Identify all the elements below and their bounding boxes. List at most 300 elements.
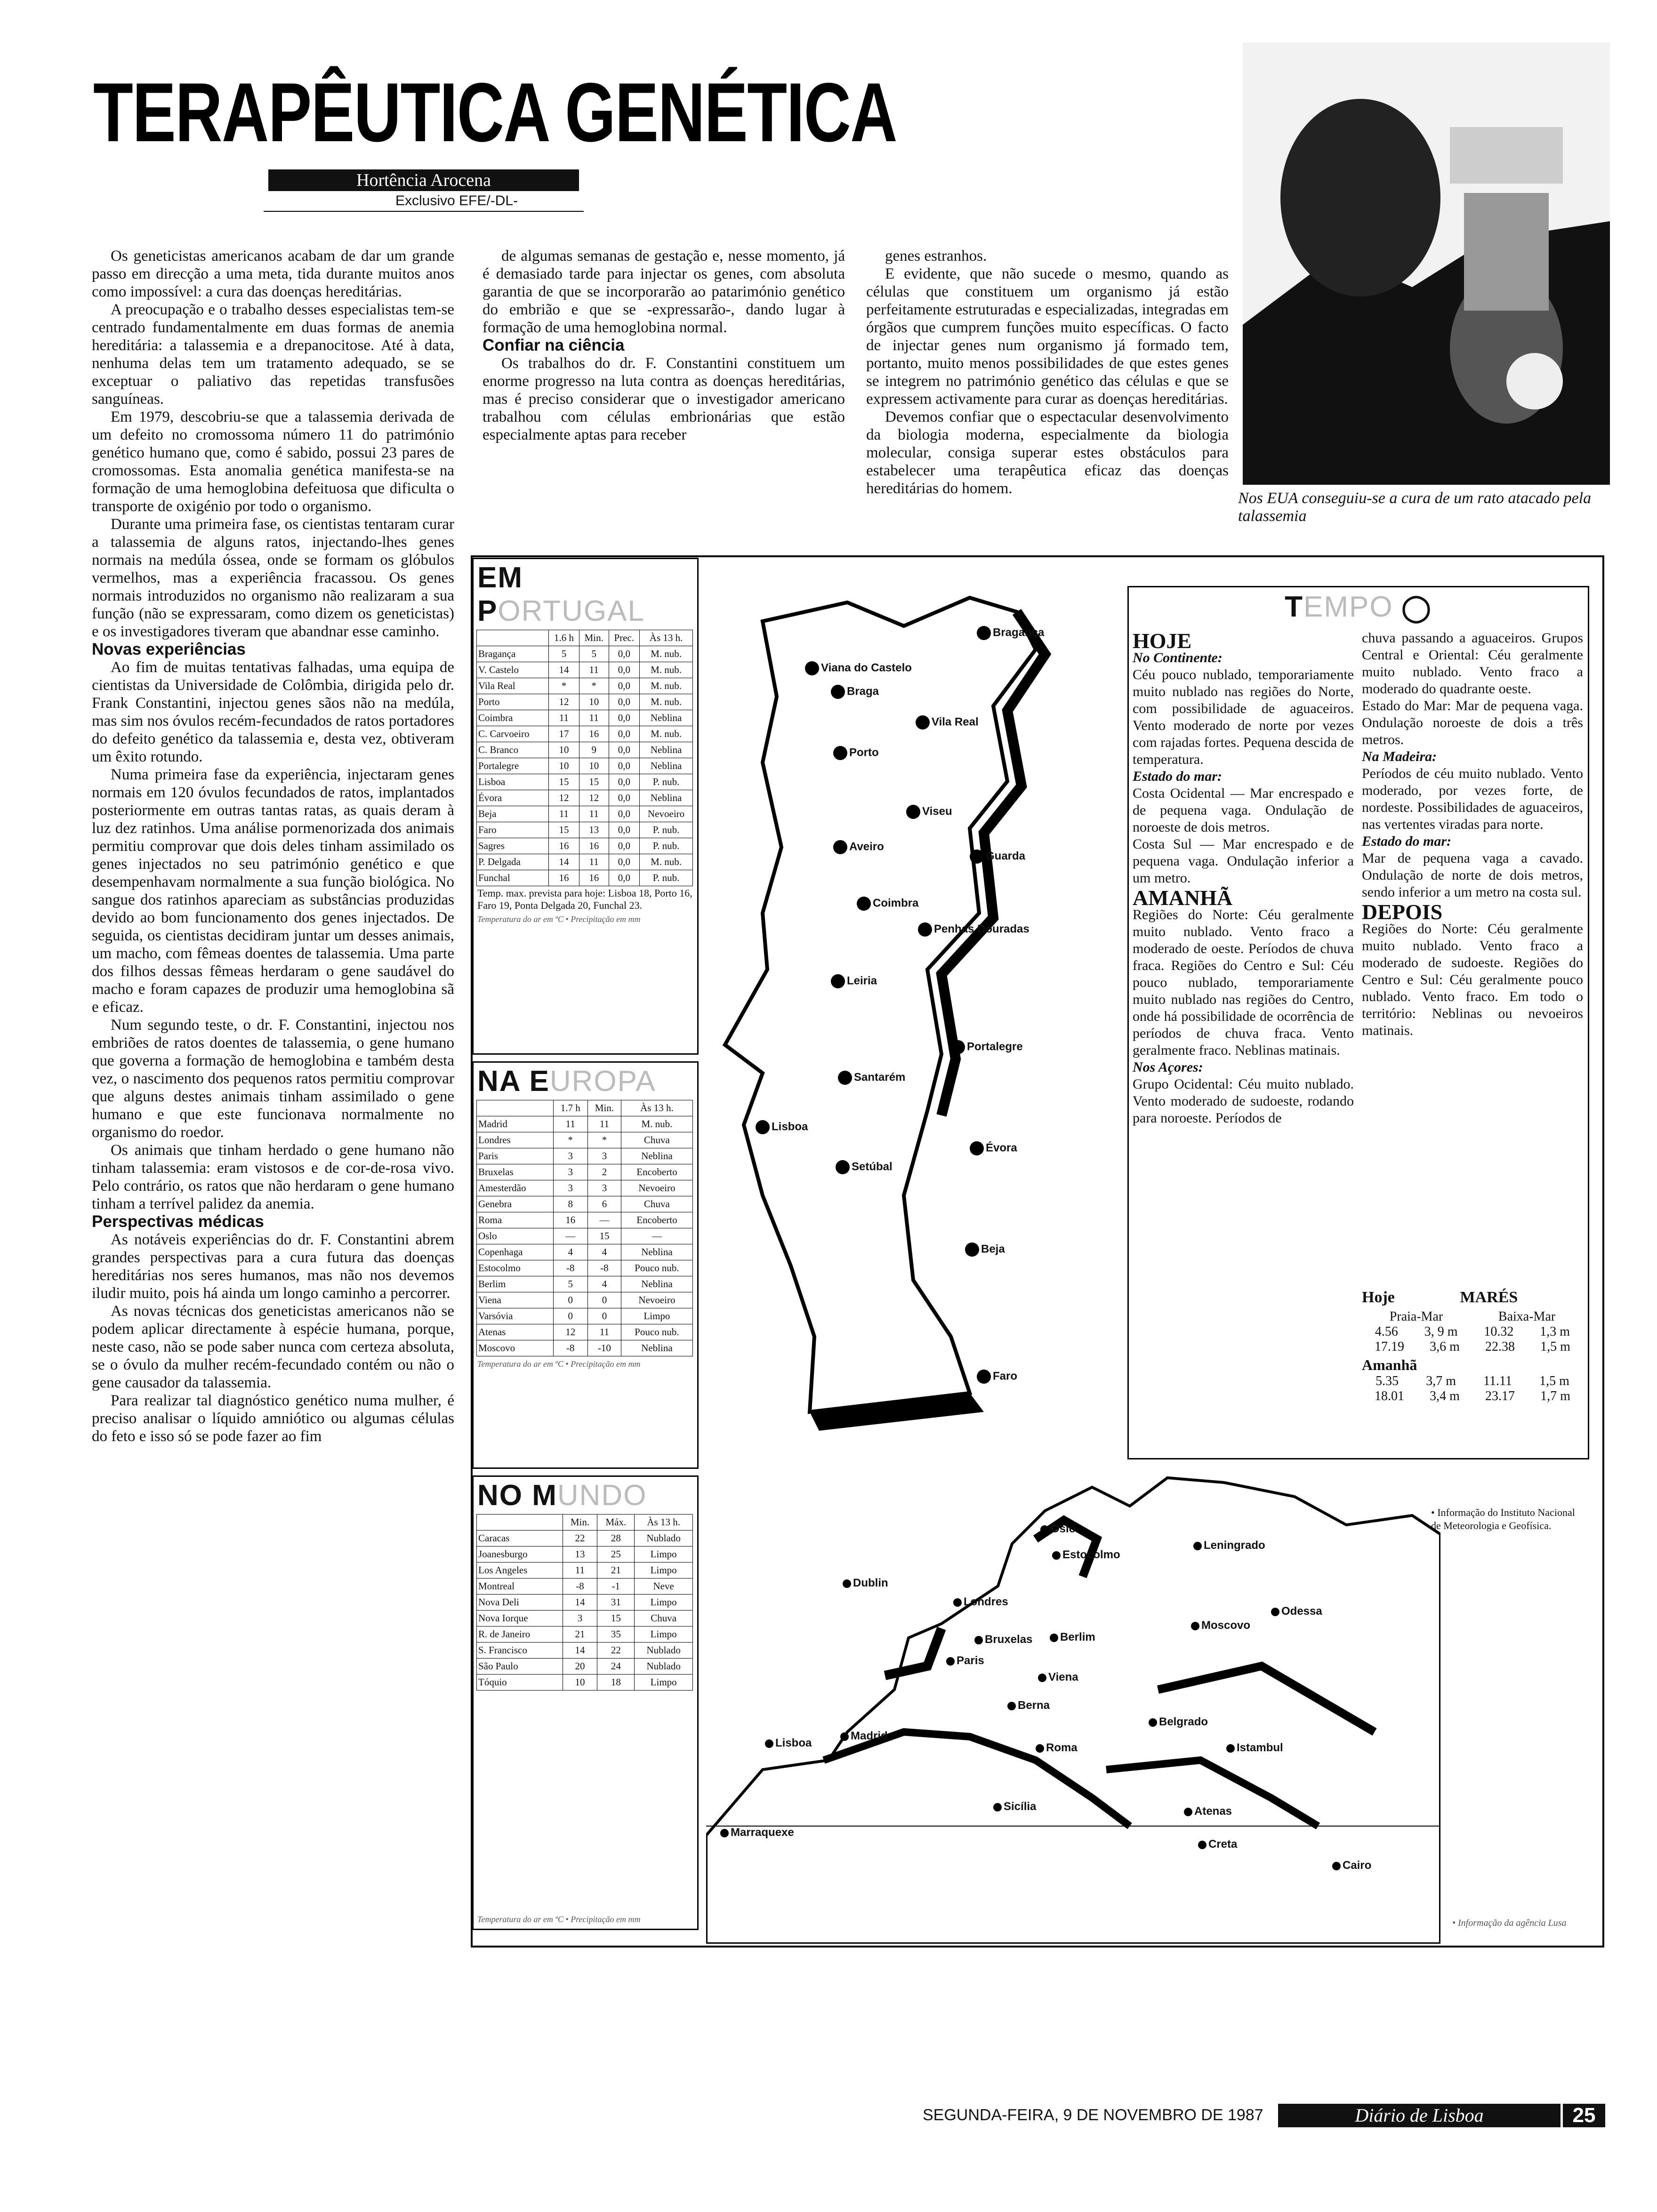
tide-row xyxy=(1362,1374,1583,1389)
table-cell: Lisboa xyxy=(477,774,549,790)
table-row xyxy=(477,838,693,854)
tide-row xyxy=(1362,1324,1583,1339)
paragraph: Num segundo teste, o dr. F. Constantini, injectou nos embriões de ratos doentes de talassemia, o gene humano que governa a formação de hemoglobina e também desta vez, o nascimento dos pequenos ratos permitiu comprovar que alguns destes animais tinham assimilado o gene humano e que este funcionava normalmente no organismo do roedor. xyxy=(92,1017,454,1141)
table-cell: Amesterdão xyxy=(477,1180,554,1196)
table-cell: 16 xyxy=(579,838,609,854)
page-number: 25 xyxy=(1563,2104,1605,2127)
table-cell: * xyxy=(588,1132,621,1148)
city-dot-icon xyxy=(953,1598,962,1607)
forecast-text: Estado do mar: xyxy=(1362,834,1452,849)
table-cell: R. de Janeiro xyxy=(477,1627,563,1643)
praia-mar-label: Praia-Mar xyxy=(1389,1309,1443,1324)
map-city-label: Paris xyxy=(946,1654,984,1667)
article-photo xyxy=(1243,42,1610,485)
tide-value: 1,7 m xyxy=(1540,1389,1570,1403)
paragraph: Durante uma primeira fase, os cientistas tentaram curar a talassemia de alguns ratos, injectando-lhes genes normais na medúla óssea, onde se formam os glóbulos vermelhos, mas a experiência fracassou. Os genes normais introduzidos no organismo não realizaram a sua função (não se expressaram, como dizem os geneticistas) e os investigadores tiveram que abandnar esse caminho. xyxy=(92,516,454,640)
table-cell: 5 xyxy=(548,646,579,662)
table-header: Às 13 h. xyxy=(621,1100,692,1116)
tide-value: 22.38 xyxy=(1485,1339,1515,1354)
table-cell: Limpo xyxy=(621,1308,692,1324)
table-cell: 10 xyxy=(579,758,609,774)
table-row xyxy=(477,710,693,726)
source-credit: Exclusivo EFE/-DL- xyxy=(395,193,518,208)
map-city-label: Madrid xyxy=(840,1730,888,1743)
photo-caption: Nos EUA conseguiu-se a cura de um rato atacado pela talassemia xyxy=(1238,489,1592,525)
table-cell: 14 xyxy=(548,854,579,870)
mundo-weather-box xyxy=(472,1475,699,1930)
table-cell: P. nub. xyxy=(640,822,693,838)
table-cell: 4 xyxy=(553,1244,587,1260)
table-cell: Nevoeiro xyxy=(640,806,693,822)
table-cell: M. nub. xyxy=(640,854,693,870)
subheading-confiar: Confiar na ciência xyxy=(483,336,625,354)
paragraph: Os geneticistas americanos acabam de dar um grande passo em direcção a uma meta, tida durante muitos anos como impossível: a cura das doenças hereditárias. xyxy=(92,248,454,300)
table-cell: São Paulo xyxy=(477,1659,563,1675)
tide-value: 3,4 m xyxy=(1430,1389,1460,1403)
table-cell: Encoberto xyxy=(621,1164,692,1180)
table-cell: 0,0 xyxy=(609,710,640,726)
table-cell: M. nub. xyxy=(640,662,693,678)
table-cell: 12 xyxy=(579,790,609,806)
table-cell: 8 xyxy=(553,1196,587,1212)
table-cell: 6 xyxy=(588,1196,621,1212)
table-cell: Montreal xyxy=(477,1579,563,1595)
tempo-title-ghost: EMPO xyxy=(1303,591,1393,623)
table-cell: 3 xyxy=(553,1164,587,1180)
tide-value: 1,3 m xyxy=(1540,1324,1570,1339)
table-cell: 16 xyxy=(579,870,609,886)
table-header xyxy=(477,1100,554,1116)
map-city-label: Cairo xyxy=(1332,1859,1371,1872)
map-city-label: Istambul xyxy=(1226,1741,1283,1755)
table-cell: 24 xyxy=(597,1659,635,1675)
table-cell: Coimbra xyxy=(477,710,549,726)
city-dot-icon xyxy=(1040,1525,1049,1534)
city-dot-icon xyxy=(977,626,991,640)
table-cell: Neblina xyxy=(640,742,693,758)
table-row xyxy=(477,1531,693,1547)
paragraph: de algumas semanas de gestação e, nesse momento, já é demasiado tarde para injectar os genes, com absoluta garantia de que se incorporarão ao patarimónio genético do embrião e que se -expressarão-, dando lugar à formação de uma hemoglobina normal. xyxy=(483,248,845,336)
table-cell: Pouco nub. xyxy=(621,1260,692,1276)
city-dot-icon xyxy=(833,840,847,854)
table-header: Prec. xyxy=(609,630,640,646)
tide-value: 17.19 xyxy=(1375,1339,1405,1354)
table-cell: Genebra xyxy=(477,1196,554,1212)
table-cell: Neblina xyxy=(621,1244,692,1260)
city-dot-icon xyxy=(977,1370,991,1384)
city-dot-icon xyxy=(916,715,930,729)
paragraph: As novas técnicas dos geneticistas americanos não se podem aplicar directamente à espécie humana, porque, neste caso, não se pode saber nunca com certeza absoluta, se o óvulo da mulher recém-fecundado contém ou não o gene causador da talassemia. xyxy=(92,1303,454,1391)
table-cell: 4 xyxy=(588,1276,621,1292)
table-row xyxy=(477,662,693,678)
city-dot-icon xyxy=(805,661,819,675)
map-credit: • Informação da agência Lusa xyxy=(1452,1918,1567,1928)
tide-row xyxy=(1362,1339,1583,1354)
table-cell: Roma xyxy=(477,1212,554,1228)
table-cell: Atenas xyxy=(477,1324,554,1340)
table-cell: C. Carvoeiro xyxy=(477,726,549,742)
table-cell: Neblina xyxy=(640,710,693,726)
city-dot-icon xyxy=(970,850,984,864)
city-dot-icon xyxy=(946,1657,955,1666)
mundo-title-ghost: UNDO xyxy=(557,1479,647,1512)
table-row xyxy=(477,678,693,694)
table-header: Máx. xyxy=(597,1515,635,1531)
map-city-label: Évora xyxy=(970,1141,1017,1155)
table-cell: 9 xyxy=(579,742,609,758)
map-city-label: Leningrado xyxy=(1193,1539,1265,1552)
forecast-text: chuva passando a aguaceiros. Grupos Central e Oriental: Céu geralmente muito nublado. Vento fraco a moderado do quadrante oeste. xyxy=(1362,630,1583,697)
city-dot-icon xyxy=(1050,1634,1058,1642)
map-city-label: Aveiro xyxy=(833,840,884,854)
city-dot-icon xyxy=(1198,1841,1207,1849)
map-city-label: Lisboa xyxy=(765,1737,812,1750)
table-row xyxy=(477,1116,693,1132)
city-dot-icon xyxy=(836,1160,850,1174)
paragraph: Para realizar tal diagnóstico genético numa mulher, é preciso analisar o líquido amniótico ou algumas células do feto e isso só se pode fazer ao fim xyxy=(92,1392,454,1445)
table-cell: 3 xyxy=(588,1180,621,1196)
table-row xyxy=(477,1675,693,1691)
table-cell: Portalegre xyxy=(477,758,549,774)
table-cell: * xyxy=(579,678,609,694)
table-cell: Estocolmo xyxy=(477,1260,554,1276)
table-cell: 18 xyxy=(597,1675,635,1691)
table-cell: P. Delgada xyxy=(477,854,549,870)
table-row xyxy=(477,1276,693,1292)
map-city-label: Odessa xyxy=(1271,1605,1322,1618)
table-cell: Pouco nub. xyxy=(621,1324,692,1340)
table-cell: 21 xyxy=(597,1563,635,1579)
table-cell: Neblina xyxy=(640,790,693,806)
map-city-label: Viena xyxy=(1038,1671,1078,1684)
europa-title: NA E xyxy=(477,1065,550,1098)
europa-weather-box xyxy=(472,1061,699,1469)
table-cell: 14 xyxy=(548,662,579,678)
table-cell: 17 xyxy=(548,726,579,742)
table-cell: -8 xyxy=(588,1260,621,1276)
table-cell: 11 xyxy=(579,806,609,822)
table-cell: P. nub. xyxy=(640,870,693,886)
table-cell: Nublado xyxy=(635,1643,693,1659)
table-cell: 11 xyxy=(548,710,579,726)
table-row xyxy=(477,1148,693,1164)
table-cell: Évora xyxy=(477,790,549,806)
table-cell: -8 xyxy=(553,1260,587,1276)
table-cell: Nevoeiro xyxy=(621,1292,692,1308)
tide-value: 3,7 m xyxy=(1426,1374,1456,1388)
paragraph: Ao fim de muitas tentativas falhadas, uma equipa de cientistas da Universidade de Colômbia, dirigida pelo dr. Frank Constantini, injectou genes sãos não na medúla, mas sim nos óvulos recém-fecundados de ratos portadores do defeito genético da talassemia e, desta vez, obtiveram um êxito rotundo. xyxy=(92,659,454,765)
table-cell: 15 xyxy=(597,1611,635,1627)
table-cell: Moscovo xyxy=(477,1340,554,1356)
city-dot-icon xyxy=(765,1739,773,1748)
table-cell: Neve xyxy=(635,1579,693,1595)
table-cell: 0,0 xyxy=(609,694,640,710)
portugal-note: Temperatura do ar em ºC • Precipitação em mm xyxy=(477,914,641,924)
table-row xyxy=(477,1212,693,1228)
table-row xyxy=(477,742,693,758)
table-cell: Bragança xyxy=(477,646,549,662)
city-dot-icon xyxy=(918,922,932,937)
tide-value: 3,6 m xyxy=(1430,1339,1460,1354)
table-row xyxy=(477,774,693,790)
table-cell: S. Francisco xyxy=(477,1643,563,1659)
table-cell: Caracas xyxy=(477,1531,563,1547)
table-cell: 3 xyxy=(563,1611,597,1627)
byline-rule xyxy=(264,211,584,212)
table-cell: 3 xyxy=(553,1148,587,1164)
table-cell: Limpo xyxy=(635,1547,693,1563)
table-row xyxy=(477,790,693,806)
table-row xyxy=(477,870,693,886)
map-city-label: Bragança xyxy=(977,626,1044,640)
table-cell: 3 xyxy=(588,1148,621,1164)
table-cell: Neblina xyxy=(640,758,693,774)
table-cell: Berlim xyxy=(477,1276,554,1292)
table-row xyxy=(477,1180,693,1196)
map-city-label: Penhas Douradas xyxy=(918,922,1030,937)
table-row xyxy=(477,1659,693,1675)
table-cell: 2 xyxy=(588,1164,621,1180)
table-cell: M. nub. xyxy=(640,726,693,742)
tide-value: 23.17 xyxy=(1485,1389,1515,1403)
table-cell: 0 xyxy=(588,1292,621,1308)
forecast-text: Céu pouco nublado, temporariamente muito nublado nas regiões do Norte, com possibilidade de aguaceiros. Vento moderado de norte por vezes com rajadas fortes. Pequena descida de temperatura. xyxy=(1133,667,1354,767)
subheading-novas: Novas experiências xyxy=(92,640,246,658)
tide-value: 18.01 xyxy=(1375,1389,1405,1403)
portugal-title-ghost: ORTUGAL xyxy=(498,595,645,627)
table-cell: 15 xyxy=(548,774,579,790)
table-header: Às 13 h. xyxy=(640,630,693,646)
forecast-text: Na Madeira: xyxy=(1362,749,1437,764)
table-cell: Sagres xyxy=(477,838,549,854)
table-row xyxy=(477,1547,693,1563)
table-row xyxy=(477,694,693,710)
city-dot-icon xyxy=(1332,1862,1341,1870)
table-cell: Limpo xyxy=(635,1595,693,1611)
table-cell: M. nub. xyxy=(640,646,693,662)
sun-icon: ◯ xyxy=(1393,593,1432,622)
table-row xyxy=(477,726,693,742)
mundo-note: Temperatura do ar em ºC • Precipitação em mm xyxy=(477,1915,641,1924)
table-cell: Nova Deli xyxy=(477,1595,563,1611)
city-dot-icon xyxy=(840,1732,849,1741)
table-cell: M. nub. xyxy=(640,678,693,694)
table-cell: -1 xyxy=(597,1579,635,1595)
table-cell: M. nub. xyxy=(621,1116,692,1132)
table-row xyxy=(477,1643,693,1659)
table-cell: 0,0 xyxy=(609,678,640,694)
tempo-box xyxy=(1127,586,1589,1459)
table-cell: 16 xyxy=(553,1212,587,1228)
table-header: Min. xyxy=(579,630,609,646)
table-row xyxy=(477,854,693,870)
map-city-label: Belgrado xyxy=(1149,1715,1208,1729)
table-cell: 0,0 xyxy=(609,838,640,854)
table-row xyxy=(477,1132,693,1148)
map-city-label: Londres xyxy=(953,1595,1008,1609)
city-dot-icon xyxy=(831,685,845,699)
table-row xyxy=(477,1595,693,1611)
table-cell: 15 xyxy=(548,822,579,838)
paragraph: A preocupação e o trabalho desses especialistas tem-se centrado fundamentalmente em duas formas de anemia hereditária: a talassemia e a drepanocitose. Até à data, nenhuma delas tem um tratamento adequado, se se exceptuar o paliativo das repetidas transfusões sanguíneas. xyxy=(92,301,454,408)
map-city-label: Viana do Castelo xyxy=(805,661,912,675)
table-cell: 14 xyxy=(563,1595,597,1611)
table-cell: 5 xyxy=(579,646,609,662)
table-cell: 0,0 xyxy=(609,758,640,774)
tempo-right-column xyxy=(1362,630,1583,1039)
table-header xyxy=(477,630,549,646)
city-dot-icon xyxy=(1193,1542,1202,1550)
europa-title-ghost: UROPA xyxy=(549,1065,656,1098)
table-cell: 11 xyxy=(588,1324,621,1340)
table-header: Às 13 h. xyxy=(635,1515,693,1531)
paragraph: Os trabalhos do dr. F. Constantini constituem um enorme progresso na luta contra as doenças hereditárias, mas é preciso considerar que o investigador americano trabalhou com células embrionárias que estão especialmente aptas para receber xyxy=(483,355,845,443)
forecast-text: Estado do mar: xyxy=(1133,769,1223,784)
table-cell: 15 xyxy=(588,1228,621,1244)
table-cell: Nevoeiro xyxy=(621,1180,692,1196)
table-cell: 5 xyxy=(553,1276,587,1292)
forecast-text: Regiões do Norte: Céu geralmente muito nublado. Vento fraco a moderado de sudoeste. Regiões do Centro e Sul: Céu geralmente pouco nublado. Vento fraco. Em todo o território: Neblinas ou nevoeiros matinais. xyxy=(1362,921,1583,1038)
table-cell: 16 xyxy=(548,838,579,854)
table-cell: 20 xyxy=(563,1659,597,1675)
table-cell: Chuva xyxy=(635,1611,693,1627)
table-cell: 11 xyxy=(553,1116,587,1132)
table-cell: 15 xyxy=(579,774,609,790)
article-column-1 xyxy=(92,247,454,1445)
table-cell: Funchal xyxy=(477,870,549,886)
paragraph: Devemos confiar que o espectacular desenvolvimento da biologia moderna, especialmente da biologia molecular, consiga superar estes obstáculos para estabelecer uma terapêutica eficaz das doenças hereditárias do homem. xyxy=(866,409,1229,497)
tide-value: 4.56 xyxy=(1375,1324,1398,1339)
city-dot-icon xyxy=(1052,1551,1061,1560)
mares-amanha-label: Amanhã xyxy=(1362,1356,1417,1373)
table-header: 1.7 h xyxy=(553,1100,587,1116)
map-city-label: Coimbra xyxy=(857,897,918,911)
table-cell: V. Castelo xyxy=(477,662,549,678)
table-cell: Bruxelas xyxy=(477,1164,554,1180)
city-dot-icon xyxy=(1149,1718,1157,1727)
table-cell: Limpo xyxy=(635,1675,693,1691)
city-dot-icon xyxy=(1271,1608,1279,1616)
headline: TERAPÊUTICA GENÉTICA xyxy=(93,65,897,159)
map-city-label: Porto xyxy=(833,746,879,760)
table-row xyxy=(477,758,693,774)
mares-title: MARÉS xyxy=(1460,1289,1518,1306)
tempo-left-column xyxy=(1133,630,1354,1127)
table-cell: 10 xyxy=(548,742,579,758)
portugal-forecast: Temp. max. prevista para hoje: Lisboa 18, Porto 16, Faro 19, Ponta Delgada 20, Funchal 23. xyxy=(477,887,692,911)
table-row xyxy=(477,1292,693,1308)
city-dot-icon xyxy=(1226,1744,1235,1753)
table-cell: Los Angeles xyxy=(477,1563,563,1579)
table-cell: 0,0 xyxy=(609,790,640,806)
table-row xyxy=(477,1260,693,1276)
table-cell: 22 xyxy=(597,1643,635,1659)
city-dot-icon xyxy=(906,805,920,819)
table-cell: 12 xyxy=(553,1324,587,1340)
table-cell: Faro xyxy=(477,822,549,838)
europa-table xyxy=(476,1100,693,1356)
tide-value: 11.11 xyxy=(1483,1374,1512,1388)
forecast-text: HOJE xyxy=(1133,629,1192,653)
map-city-label: Sicília xyxy=(993,1800,1036,1813)
mundo-title: NO M xyxy=(477,1479,557,1512)
table-cell: Porto xyxy=(477,694,549,710)
tide-value: 10.32 xyxy=(1484,1324,1514,1339)
table-cell: Limpo xyxy=(635,1563,693,1579)
table-cell: Vila Real xyxy=(477,678,549,694)
table-cell: Oslo xyxy=(477,1228,554,1244)
forecast-text: Nos Açores: xyxy=(1133,1059,1203,1075)
table-cell: P. nub. xyxy=(640,774,693,790)
map-city-label: Roma xyxy=(1036,1741,1078,1755)
footer-date: SEGUNDA-FEIRA, 9 DE NOVEMBRO DE 1987 xyxy=(923,2106,1263,2124)
table-cell: 0,0 xyxy=(609,822,640,838)
forecast-text: Estado do Mar: Mar de pequena vaga. Ondulação noroeste de dois a três metros. xyxy=(1362,698,1583,747)
table-cell: 0,0 xyxy=(609,646,640,662)
table-cell: -8 xyxy=(563,1579,597,1595)
table-cell: Joanesburgo xyxy=(477,1547,563,1563)
table-row xyxy=(477,1244,693,1260)
table-cell: 11 xyxy=(579,662,609,678)
city-dot-icon xyxy=(970,1141,984,1155)
table-cell: 13 xyxy=(563,1547,597,1563)
table-cell: 12 xyxy=(548,694,579,710)
table-cell: 3 xyxy=(553,1180,587,1196)
table-cell: 11 xyxy=(579,710,609,726)
table-cell: 21 xyxy=(563,1627,597,1643)
table-cell: * xyxy=(553,1132,587,1148)
map-city-label: Bruxelas xyxy=(974,1633,1032,1646)
table-cell: Varsóvia xyxy=(477,1308,554,1324)
city-dot-icon xyxy=(993,1803,1002,1811)
city-dot-icon xyxy=(1184,1808,1192,1816)
table-cell: -10 xyxy=(588,1340,621,1356)
table-cell: Encoberto xyxy=(621,1212,692,1228)
map-city-label: Atenas xyxy=(1184,1805,1232,1818)
paragraph: genes estranhos. xyxy=(885,248,987,264)
map-city-label: Portalegre xyxy=(951,1040,1023,1054)
map-city-label: Beja xyxy=(965,1242,1005,1257)
forecast-text: No Continente: xyxy=(1133,650,1223,665)
table-cell: 0,0 xyxy=(609,662,640,678)
mares-hoje-label: Hoje xyxy=(1362,1289,1395,1306)
subheading-perspectivas: Perspectivas médicas xyxy=(92,1212,264,1231)
table-cell: Madrid xyxy=(477,1116,554,1132)
city-dot-icon xyxy=(1007,1702,1016,1710)
paragraph: Os animais que tinham herdado o gene humano não tinham talassemia: eram vistosos e de cor-de-rosa vivo. Pelo contrário, os ratos que não herdaram o gene humano tinham a terrível palidez da anemia. xyxy=(92,1142,454,1212)
map-city-label: Lisboa xyxy=(756,1120,808,1134)
tide-value: 1,5 m xyxy=(1540,1339,1570,1354)
map-city-label: Berlim xyxy=(1050,1631,1095,1644)
forecast-text: Costa Sul — Mar encrespado e de pequena vaga. Ondulação inferior a um metro. xyxy=(1133,836,1354,886)
table-cell: — xyxy=(588,1212,621,1228)
table-cell: 11 xyxy=(579,854,609,870)
table-cell: * xyxy=(548,678,579,694)
table-cell: 11 xyxy=(548,806,579,822)
table-cell: 0 xyxy=(588,1308,621,1324)
table-row xyxy=(477,1627,693,1643)
article-column-3 xyxy=(866,247,1229,497)
table-row xyxy=(477,1611,693,1627)
portugal-table xyxy=(476,630,693,886)
byline: Hortência Arocena xyxy=(268,169,579,191)
city-dot-icon xyxy=(965,1242,979,1257)
table-row xyxy=(477,1308,693,1324)
tide-value: 5.35 xyxy=(1375,1374,1399,1388)
table-cell: Nublado xyxy=(635,1659,693,1675)
forecast-text: Regiões do Norte: Céu geralmente muito nublado. Vento fraco a moderado de oeste. Períodos de chuva fraca. Regiões do Centro e Sul: Céu pouco nublado, temporariamente muito nublado nas regiões do Centro, onde há possibilidade de ocorrência de períodos de chuva fraca. Vento geralmente fraco. Neblinas matinais. xyxy=(1133,907,1354,1058)
table-cell: 11 xyxy=(563,1563,597,1579)
